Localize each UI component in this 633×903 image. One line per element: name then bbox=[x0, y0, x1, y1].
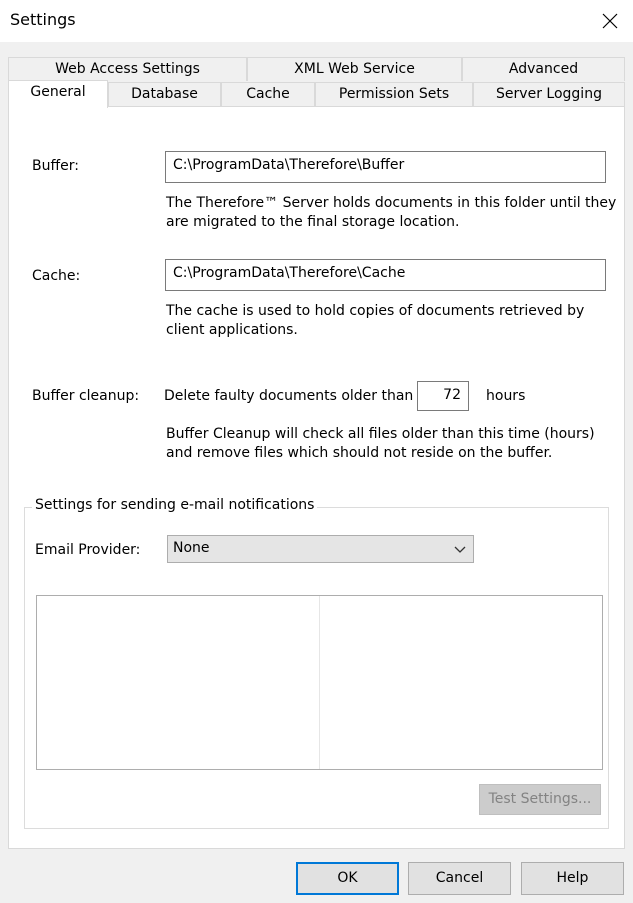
cleanup-prefix-text: Delete faulty documents older than bbox=[164, 388, 414, 404]
tab-server-logging[interactable]: Server Logging bbox=[473, 82, 625, 106]
buffer-description-line-1: The Therefore™ Server holds documents in this folder until they bbox=[166, 195, 617, 211]
general-tab-panel bbox=[8, 106, 625, 849]
tab-web-access-settings[interactable]: Web Access Settings bbox=[8, 57, 247, 81]
email-settings-pane[interactable] bbox=[36, 595, 603, 770]
title-bar bbox=[0, 0, 633, 42]
cleanup-hours-input[interactable]: 72 bbox=[417, 381, 469, 411]
cache-description-line-1: The cache is used to hold copies of documents retrieved by bbox=[166, 303, 585, 319]
cache-description-line-2: client applications. bbox=[166, 322, 298, 338]
pane-divider bbox=[319, 596, 320, 769]
tab-xml-web-service[interactable]: XML Web Service bbox=[247, 57, 462, 81]
ok-button[interactable]: OK bbox=[296, 862, 399, 895]
buffer-description-line-2: are migrated to the final storage location. bbox=[166, 214, 460, 230]
cleanup-description-line-1: Buffer Cleanup will check all files older than this time (hours) bbox=[166, 426, 595, 442]
cancel-button[interactable]: Cancel bbox=[408, 862, 511, 895]
buffer-path-input[interactable]: C:\ProgramData\Therefore\Buffer bbox=[165, 151, 606, 183]
tab-database[interactable]: Database bbox=[108, 82, 221, 106]
cleanup-description-line-2: and remove files which should not reside on the buffer. bbox=[166, 445, 553, 461]
email-provider-label: Email Provider: bbox=[35, 542, 141, 558]
email-provider-select[interactable] bbox=[167, 535, 474, 563]
tab-general[interactable]: General bbox=[8, 80, 108, 108]
cache-label: Cache: bbox=[32, 268, 81, 284]
close-icon bbox=[602, 13, 618, 29]
test-settings-button[interactable]: Test Settings... bbox=[479, 784, 601, 815]
buffer-label: Buffer: bbox=[32, 158, 79, 174]
tab-advanced[interactable]: Advanced bbox=[462, 57, 625, 81]
buffer-cleanup-label: Buffer cleanup: bbox=[32, 388, 140, 404]
window-title: Settings bbox=[10, 10, 76, 29]
close-button[interactable] bbox=[587, 0, 633, 42]
email-provider-value: None bbox=[173, 540, 210, 556]
cleanup-unit-text: hours bbox=[486, 388, 526, 404]
tab-permission-sets[interactable]: Permission Sets bbox=[315, 82, 473, 106]
chevron-down-icon bbox=[453, 542, 467, 556]
cache-path-input[interactable]: C:\ProgramData\Therefore\Cache bbox=[165, 259, 606, 291]
tab-cache[interactable]: Cache bbox=[221, 82, 315, 106]
help-button[interactable]: Help bbox=[521, 862, 624, 895]
email-group-title: Settings for sending e-mail notifications bbox=[32, 497, 317, 513]
